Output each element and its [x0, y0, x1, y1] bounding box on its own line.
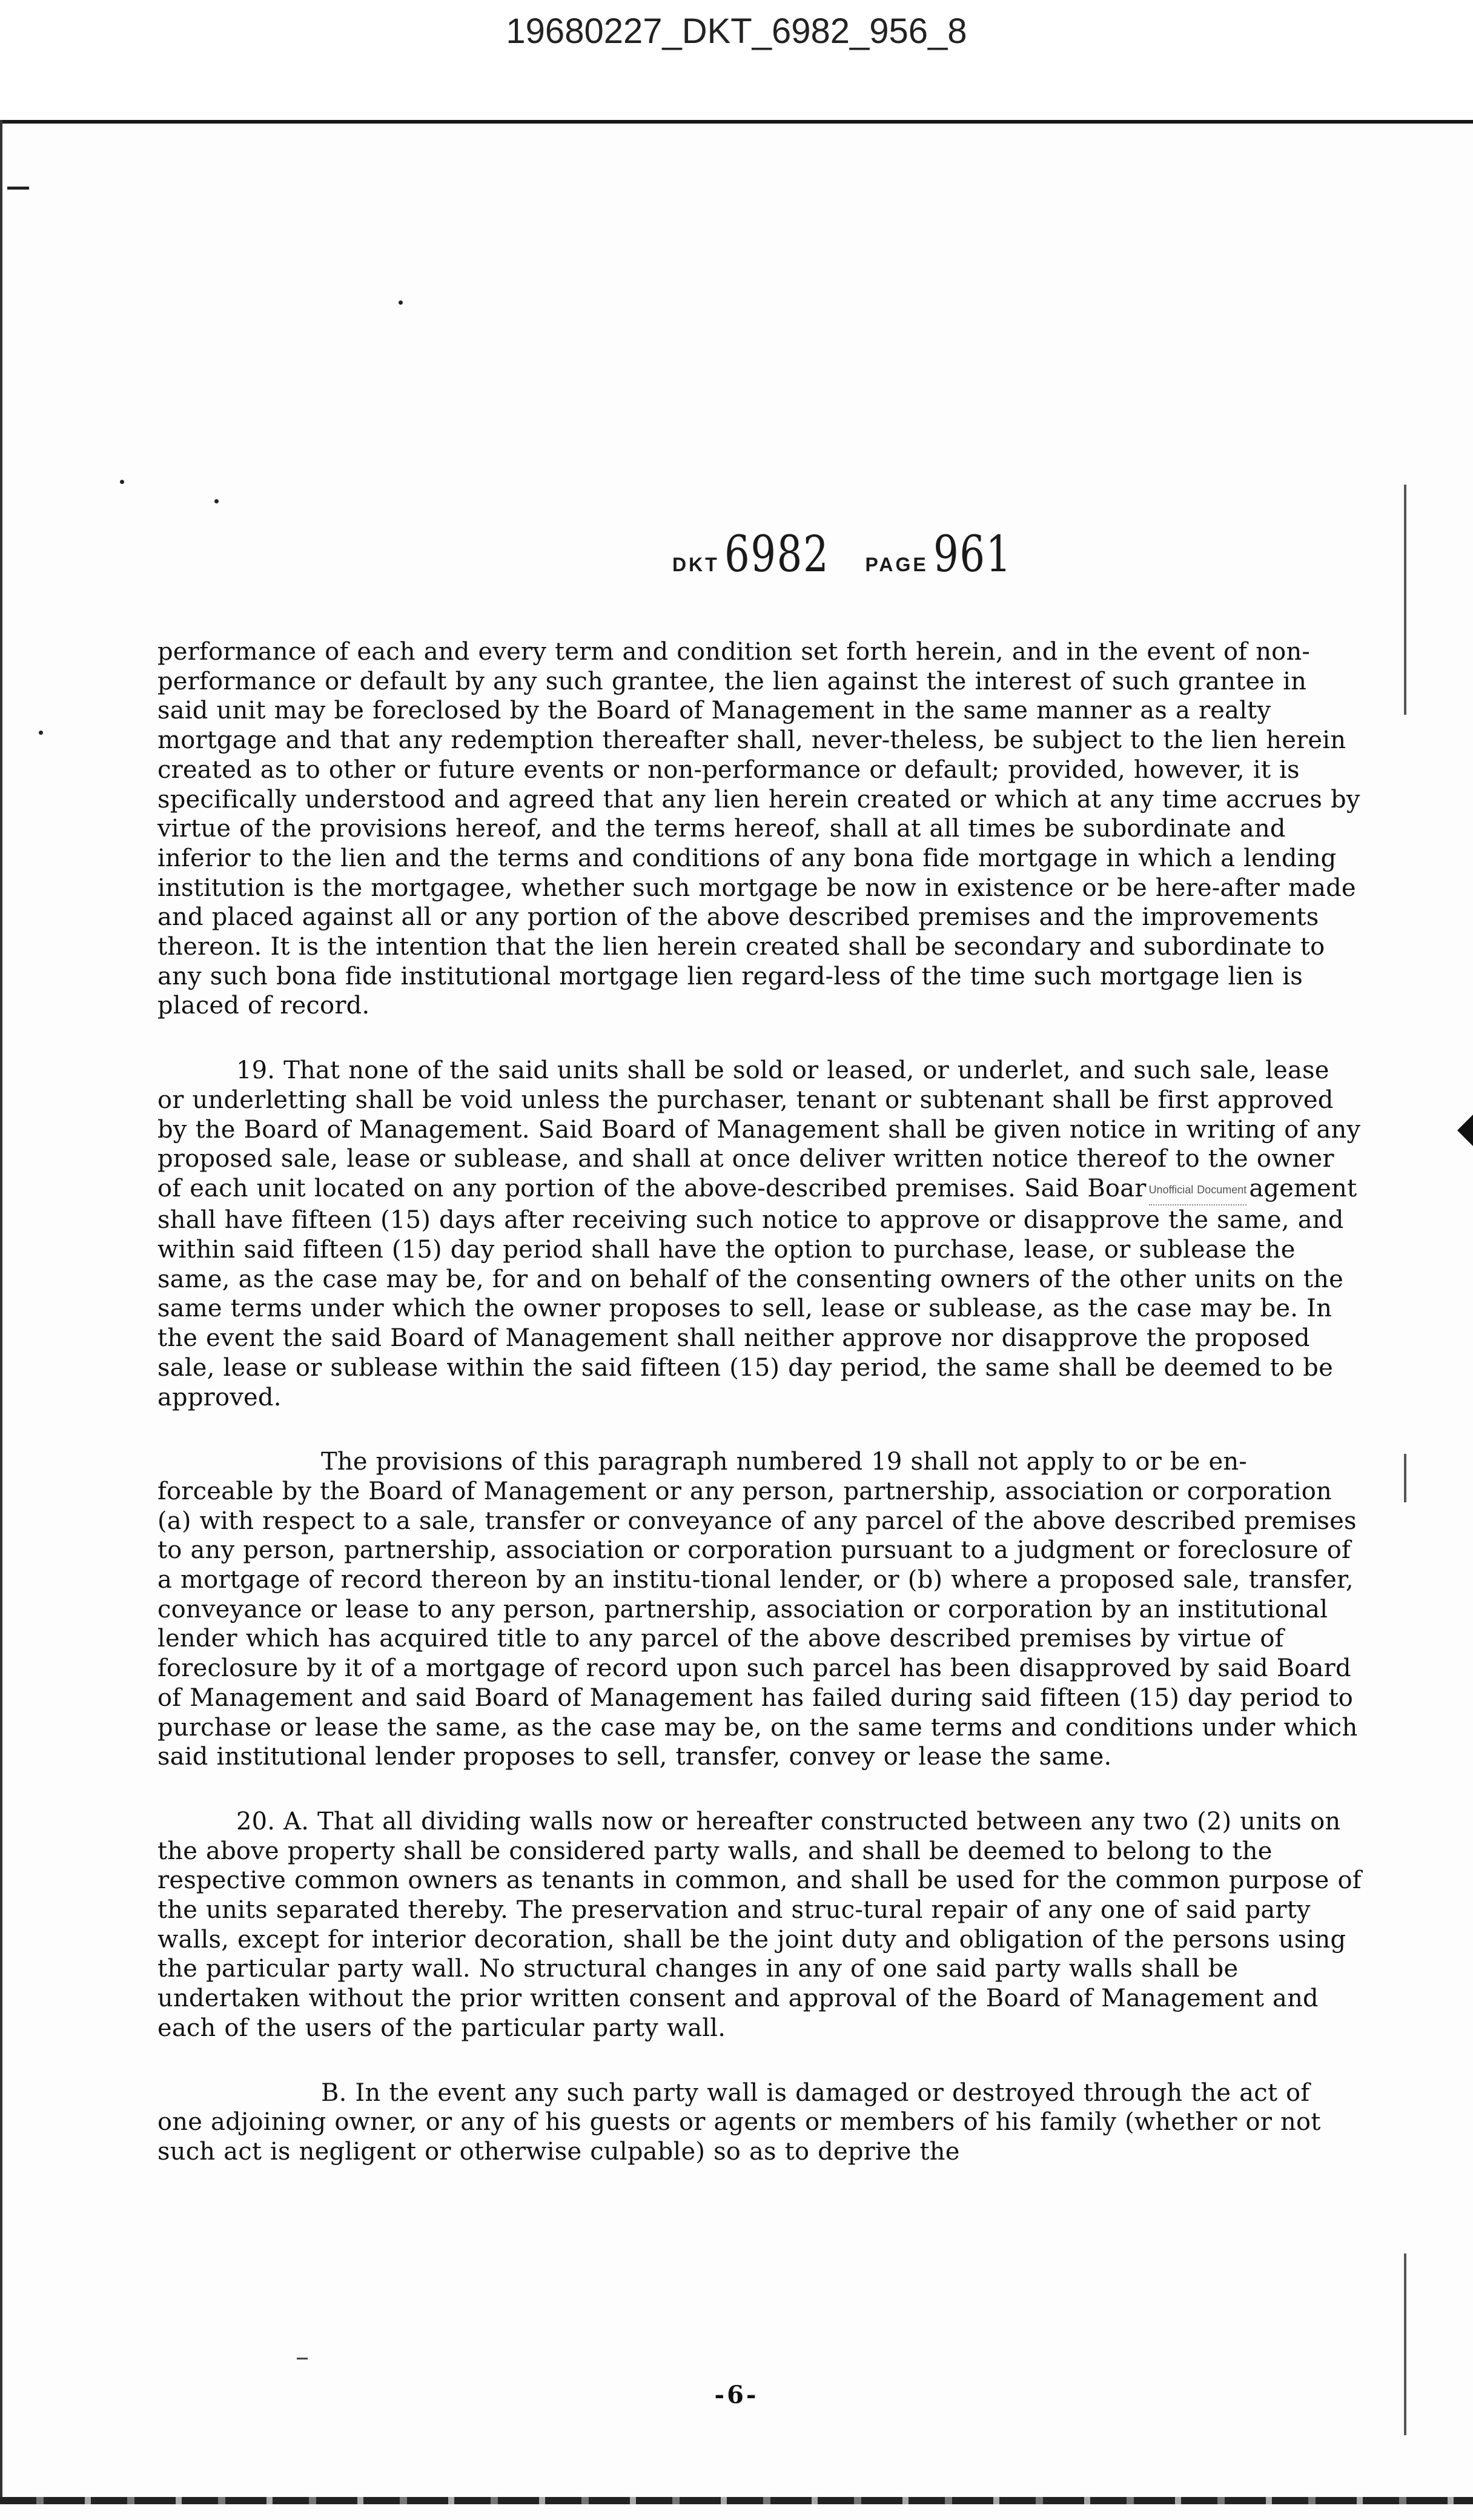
scan-speck [399, 300, 403, 305]
scan-margin-mark [1404, 485, 1406, 715]
page-label: PAGE [865, 554, 928, 575]
page-left-edge [0, 120, 2, 2501]
file-header: 19680227_DKT_6982_956_8 [506, 12, 967, 51]
paragraph-19 [157, 1056, 1363, 1412]
scan-mark [297, 2358, 308, 2359]
scan-speck [39, 731, 43, 735]
paragraph-19-text-after: agement shall have fifteen (15) days after receiving such notice to approve or disapprove the same, and within said fifteen (15) day period shall have the option to purchase, lease, or sublease the same, as the case may be, for and on behalf of the consenting owners of the other units on the same terms under which the owner proposes to sell, lease or sublease, as the case may be. In the event the said Board of Management shall neither approve nor disapprove the proposed sale, lease or sublease within the said fifteen (15) day period, the same shall be deemed to be approved. [157, 1174, 1357, 1411]
paragraph-20b: B. In the event any such party wall is damaged or destroyed through the act of one adjoining owner, or any of his guests or agents or members of his family (whether or not such act is negligent or otherwise culpable) so as to deprive the [157, 2078, 1321, 2166]
unofficial-document-watermark: Unofficial Document [1149, 1175, 1247, 1206]
docket-number: 6982 [724, 526, 830, 583]
scan-mark [7, 187, 29, 190]
page-bottom-edge [0, 2497, 1473, 2504]
page-top-edge [0, 120, 1473, 124]
document-body [157, 637, 1363, 2202]
paragraph-19-provisions: The provisions of this paragraph numbered 19 shall not apply to or be en-forceable by the Board of Management or any person, partnership, association or corporation (a) with respect to a sale, transfer or conveyance of any parcel of the above described premises to any person, partnership, association or corporation pursuant to a judgment or foreclosure of a mortgage of record thereon by an institu-tional lender, or (b) where a proposed sale, transfer, conveyance or lease to any person, partnership, association or corporation by an institutional lender which has acquired title to any parcel of the above described premises by virtue of foreclosure by it of a mortgage of record upon such parcel has been disapproved by said Board of Management and said Board of Management has failed during said fifteen (15) day period to purchase or lease the same, as the case may be, on the same terms and conditions under which said institutional lender proposes to sell, transfer, convey or lease the same. [157, 1448, 1358, 1771]
docket-stamp [672, 526, 1031, 583]
paragraph-20a: 20. A. That all dividing walls now or hereafter constructed between any two (2) units on the above property shall be considered party walls, and shall be deemed to belong to the respective common owners as tenants in common, and shall be used for the common purpose of the units separated thereby. The preservation and struc-tural repair of any one of said party walls, except for interior decoration, shall be the joint duty and obligation of the persons using the particular party wall. No structural changes in any of one said party walls shall be undertaken without the prior written consent and approval of the Board of Management and each of the users of the particular party wall. [157, 1807, 1362, 2042]
paragraph-19-text-before: 19. That none of the said units shall be sold or leased, or underlet, and such sale, lease or underletting shall be void unless the purchaser, tenant or subtenant shall be first approved by the Board of Management. Said Board of Management shall be given notice in writing of any proposed sale, lease or sublease, and shall at once deliver written notice thereof to the owner of each unit located on any portion of the above-described premises. Said Boar [157, 1056, 1361, 1202]
scan-speck [120, 480, 124, 484]
scan-edge-arrow [1457, 1115, 1473, 1146]
paragraph-continued: performance of each and every term and condition set forth herein, and in the event of non-performance or default by any such grantee, the lien against the interest of such grantee in said unit may be foreclosed by the Board of Management in the same manner as a realty mortgage and that any redemption thereafter shall, never-theless, be subject to the lien herein created as to other or future events or non-performance or default; provided, however, it is specifically understood and agreed that any lien herein created or which at any time accrues by virtue of the provisions hereof, and the terms hereof, shall at all times be subordinate and inferior to the lien and the terms and conditions of any bona fide mortgage in which a lending institution is the mortgagee, whether such mortgage be now in existence or be here-after made and placed against all or any portion of the above described premises and the improvements thereon. It is the intention that the lien herein created shall be secondary and subordinate to any such bona fide institutional mortgage lien regard-less of the time such mortgage lien is placed of record. [157, 638, 1360, 1020]
scan-margin-mark [1404, 1454, 1406, 1502]
scan-speck [214, 499, 219, 503]
docket-page-number: 961 [933, 526, 1012, 583]
page-number-footer: -6- [714, 2381, 759, 2409]
docket-label: DKT [672, 554, 720, 575]
